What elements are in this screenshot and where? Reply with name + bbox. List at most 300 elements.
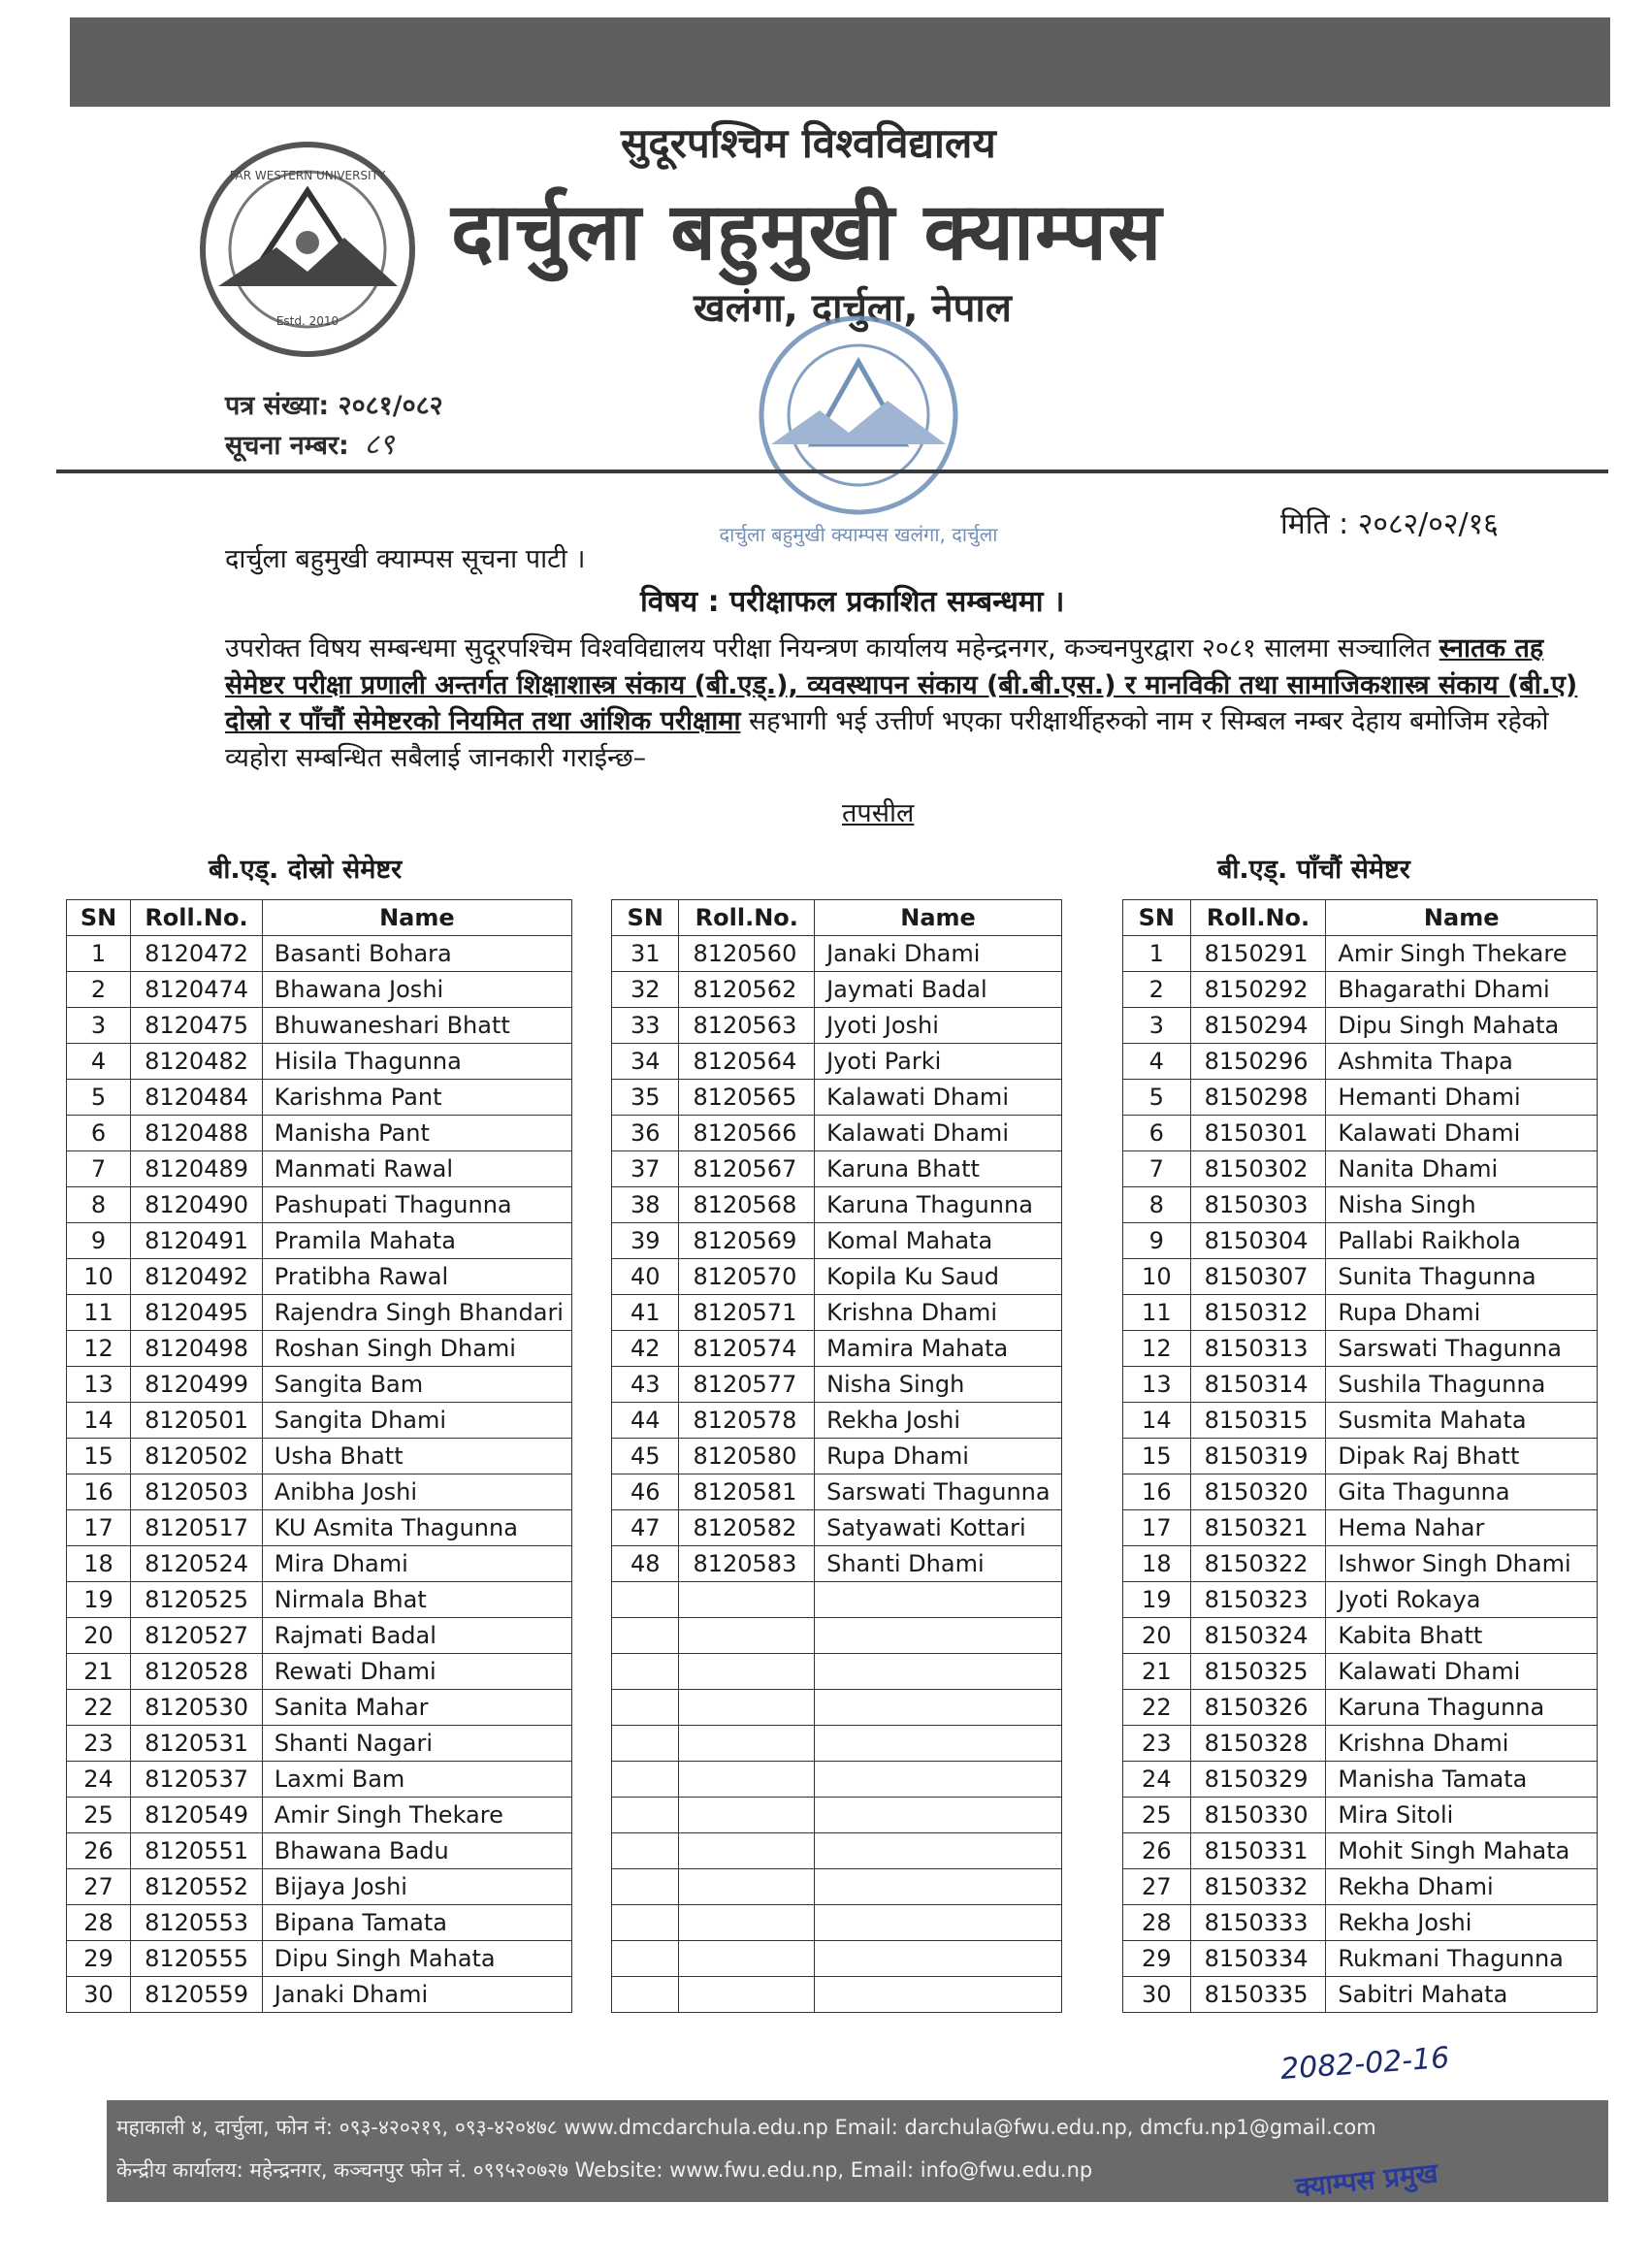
table-row bbox=[67, 1654, 572, 1690]
cell-roll-no bbox=[679, 1905, 815, 1941]
cell-sn bbox=[612, 1582, 679, 1618]
cell-sn: 5 bbox=[67, 1080, 131, 1116]
cell-name: Krishna Dhami bbox=[1326, 1726, 1598, 1762]
logo-text: FAR WESTERN UNIVERSITY bbox=[229, 169, 386, 182]
cell-name: Bhagarathi Dhami bbox=[1326, 972, 1598, 1008]
table-row bbox=[612, 1869, 1062, 1905]
cell-name: Krishna Dhami bbox=[815, 1295, 1062, 1331]
cell-name: Kalawati Dhami bbox=[815, 1116, 1062, 1151]
cell-roll-no: 8120559 bbox=[131, 1977, 263, 2013]
table-row bbox=[1123, 1439, 1598, 1474]
notice-date: मिति : २०८२/०२/१६ bbox=[1280, 507, 1499, 541]
university-logo bbox=[199, 141, 417, 359]
table-row bbox=[67, 1439, 572, 1474]
cell-sn bbox=[612, 1726, 679, 1762]
body-part-1: उपरोक्त विषय सम्बन्धमा सुदूरपश्चिम विश्वविद्यालय परीक्षा नियन्त्रण कार्यालय महेन्द्रनगर, कञ्चनपुरद्वारा २०८१ सालमा सञ्चालित bbox=[225, 633, 1439, 664]
table-row bbox=[612, 1439, 1062, 1474]
cell-name: Ashmita Thapa bbox=[1326, 1044, 1598, 1080]
table-row bbox=[612, 1223, 1062, 1259]
table-row bbox=[612, 1008, 1062, 1044]
cell-name: Ishwor Singh Dhami bbox=[1326, 1546, 1598, 1582]
header-name: Name bbox=[1326, 900, 1598, 936]
cell-roll-no: 8120489 bbox=[131, 1151, 263, 1187]
cell-name: Amir Singh Thekare bbox=[262, 1798, 571, 1833]
cell-name bbox=[815, 1905, 1062, 1941]
cell-roll-no: 8120569 bbox=[679, 1223, 815, 1259]
cell-roll-no: 8120484 bbox=[131, 1080, 263, 1116]
cell-roll-no: 8120531 bbox=[131, 1726, 263, 1762]
table-row bbox=[1123, 1798, 1598, 1833]
table-row bbox=[67, 1546, 572, 1582]
cell-roll-no: 8150324 bbox=[1190, 1618, 1326, 1654]
cell-sn: 11 bbox=[1123, 1295, 1191, 1331]
table-row bbox=[612, 1726, 1062, 1762]
cell-roll-no: 8120502 bbox=[131, 1439, 263, 1474]
cell-roll-no: 8120475 bbox=[131, 1008, 263, 1044]
table-row bbox=[67, 1151, 572, 1187]
cell-name: Satyawati Kottari bbox=[815, 1510, 1062, 1546]
table-row bbox=[67, 1977, 572, 2013]
table-row bbox=[67, 1941, 572, 1977]
results-table-sem2-a bbox=[66, 899, 572, 2013]
cell-name: Manisha Pant bbox=[262, 1116, 571, 1151]
table-row bbox=[1123, 1223, 1598, 1259]
cell-name: Sarswati Thagunna bbox=[815, 1474, 1062, 1510]
table-row bbox=[67, 1367, 572, 1403]
table-row bbox=[612, 1403, 1062, 1439]
table-row bbox=[1123, 1116, 1598, 1151]
cell-sn: 21 bbox=[67, 1654, 131, 1690]
cell-name: Kopila Ku Saud bbox=[815, 1259, 1062, 1295]
table-row bbox=[612, 1798, 1062, 1833]
cell-name: Sushila Thagunna bbox=[1326, 1367, 1598, 1403]
cell-name bbox=[815, 1582, 1062, 1618]
cell-roll-no: 8120503 bbox=[131, 1474, 263, 1510]
cell-sn: 24 bbox=[1123, 1762, 1191, 1798]
table-row bbox=[67, 1295, 572, 1331]
cell-name: Sunita Thagunna bbox=[1326, 1259, 1598, 1295]
cell-roll-no: 8120574 bbox=[679, 1331, 815, 1367]
cell-sn: 45 bbox=[612, 1439, 679, 1474]
table-row bbox=[1123, 1331, 1598, 1367]
cell-sn bbox=[612, 1869, 679, 1905]
cell-roll-no: 8120577 bbox=[679, 1367, 815, 1403]
patra-sankhya bbox=[225, 386, 443, 422]
cell-name: Rupa Dhami bbox=[1326, 1295, 1598, 1331]
cell-name: Sabitri Mahata bbox=[1326, 1977, 1598, 2013]
cell-sn: 31 bbox=[612, 936, 679, 972]
cell-name: Bipana Tamata bbox=[262, 1905, 571, 1941]
cell-sn: 12 bbox=[1123, 1331, 1191, 1367]
cell-roll-no: 8120537 bbox=[131, 1762, 263, 1798]
cell-name: Rekha Joshi bbox=[815, 1403, 1062, 1439]
results-table-sem2-b bbox=[611, 899, 1062, 2013]
cell-name: Hemanti Dhami bbox=[1326, 1080, 1598, 1116]
cell-roll-no: 8150319 bbox=[1190, 1439, 1326, 1474]
cell-name bbox=[815, 1726, 1062, 1762]
table-row bbox=[67, 1080, 572, 1116]
header-sn: SN bbox=[67, 900, 131, 936]
table-row bbox=[67, 1187, 572, 1223]
table-row bbox=[1123, 972, 1598, 1008]
cell-sn: 42 bbox=[612, 1331, 679, 1367]
table-row bbox=[67, 1726, 572, 1762]
cell-roll-no: 8120567 bbox=[679, 1151, 815, 1187]
table-row bbox=[1123, 936, 1598, 972]
cell-roll-no: 8120578 bbox=[679, 1403, 815, 1439]
cell-roll-no: 8150301 bbox=[1190, 1116, 1326, 1151]
cell-name: Rajendra Singh Bhandari bbox=[262, 1295, 571, 1331]
table-row bbox=[67, 1223, 572, 1259]
cell-sn: 9 bbox=[67, 1223, 131, 1259]
notice-board-line: दार्चुला बहुमुखी क्याम्पस सूचना पाटी । bbox=[225, 544, 586, 574]
cell-roll-no: 8120528 bbox=[131, 1654, 263, 1690]
cell-roll-no: 8120495 bbox=[131, 1295, 263, 1331]
cell-roll-no: 8120571 bbox=[679, 1295, 815, 1331]
cell-sn: 40 bbox=[612, 1259, 679, 1295]
cell-sn bbox=[612, 1977, 679, 2013]
cell-sn: 4 bbox=[67, 1044, 131, 1080]
cell-roll-no: 8150333 bbox=[1190, 1905, 1326, 1941]
cell-roll-no: 8150315 bbox=[1190, 1403, 1326, 1439]
cell-roll-no bbox=[679, 1798, 815, 1833]
cell-roll-no bbox=[679, 1762, 815, 1798]
cell-name bbox=[815, 1798, 1062, 1833]
header-divider bbox=[56, 470, 1608, 473]
cell-name: Sarswati Thagunna bbox=[1326, 1331, 1598, 1367]
table-row bbox=[1123, 1977, 1598, 2013]
cell-roll-no: 8150292 bbox=[1190, 972, 1326, 1008]
cell-roll-no: 8150330 bbox=[1190, 1798, 1326, 1833]
cell-sn: 29 bbox=[1123, 1941, 1191, 1977]
cell-name: KU Asmita Thagunna bbox=[262, 1510, 571, 1546]
cell-roll-no: 8150312 bbox=[1190, 1295, 1326, 1331]
table-row bbox=[612, 1582, 1062, 1618]
cell-roll-no: 8120474 bbox=[131, 972, 263, 1008]
header-sn: SN bbox=[612, 900, 679, 936]
table-row bbox=[612, 1690, 1062, 1726]
cell-name: Bijaya Joshi bbox=[262, 1869, 571, 1905]
cell-sn: 11 bbox=[67, 1295, 131, 1331]
table-row bbox=[1123, 1367, 1598, 1403]
cell-roll-no: 8120553 bbox=[131, 1905, 263, 1941]
cell-sn: 15 bbox=[67, 1439, 131, 1474]
suchana-number bbox=[225, 423, 394, 463]
cell-sn bbox=[612, 1905, 679, 1941]
cell-roll-no: 8120565 bbox=[679, 1080, 815, 1116]
table-row bbox=[1123, 1654, 1598, 1690]
table-row bbox=[67, 1690, 572, 1726]
cell-name: Shanti Dhami bbox=[815, 1546, 1062, 1582]
table-row bbox=[612, 1941, 1062, 1977]
cell-sn: 7 bbox=[67, 1151, 131, 1187]
stamp-text: दार्चुला बहुमुखी क्याम्पस खलंगा, दार्चुला bbox=[719, 523, 998, 546]
patra-value: २०८१/०८२ bbox=[338, 391, 443, 421]
table-row bbox=[67, 1905, 572, 1941]
cell-sn bbox=[612, 1798, 679, 1833]
cell-roll-no: 8120581 bbox=[679, 1474, 815, 1510]
cell-sn bbox=[612, 1941, 679, 1977]
cell-sn: 22 bbox=[67, 1690, 131, 1726]
table-row bbox=[67, 1331, 572, 1367]
cell-sn bbox=[612, 1690, 679, 1726]
cell-roll-no: 8150321 bbox=[1190, 1510, 1326, 1546]
cell-sn: 48 bbox=[612, 1546, 679, 1582]
cell-name: Dipu Singh Mahata bbox=[1326, 1008, 1598, 1044]
cell-name bbox=[815, 1690, 1062, 1726]
table-row bbox=[612, 1331, 1062, 1367]
table-row bbox=[1123, 1726, 1598, 1762]
cell-name: Rupa Dhami bbox=[815, 1439, 1062, 1474]
table-row bbox=[67, 1403, 572, 1439]
cell-roll-no bbox=[679, 1941, 815, 1977]
cell-roll-no: 8120555 bbox=[131, 1941, 263, 1977]
cell-sn: 12 bbox=[67, 1331, 131, 1367]
table-row bbox=[67, 1618, 572, 1654]
cell-name: Janaki Dhami bbox=[262, 1977, 571, 2013]
cell-name: Rajmati Badal bbox=[262, 1618, 571, 1654]
table-row bbox=[67, 936, 572, 972]
body-part-2: सहभागी भई उत्तीर्ण भएका परीक्षार्थीहरुको नाम र सिम्बल नम्बर देहाय बमोजिम रहेको व्यहोरा सम्बन्धित सबैलाई जानकारी गराईन्छ– bbox=[225, 706, 1549, 773]
cell-sn: 34 bbox=[612, 1044, 679, 1080]
tapsil-heading: तपसील bbox=[842, 798, 915, 828]
body-part-bold: स्नातक तह सेमेष्टर परीक्षा प्रणाली अन्तर्गत शिक्षाशास्त्र संकाय (बी.एड्.), व्यवस्थापन संकाय (बी.बी.एस.) र मानविकी तथा सामाजिकशास्त्र संकाय (बी.ए) दोस्रो र पाँचौं सेमेष्टरको नियमित तथा आंशिक परीक्षामा bbox=[225, 633, 1578, 736]
cell-roll-no: 8120562 bbox=[679, 972, 815, 1008]
cell-roll-no: 8120501 bbox=[131, 1403, 263, 1439]
cell-sn: 13 bbox=[1123, 1367, 1191, 1403]
table-row bbox=[612, 1044, 1062, 1080]
cell-name: Amir Singh Thekare bbox=[1326, 936, 1598, 972]
cell-sn: 37 bbox=[612, 1151, 679, 1187]
cell-roll-no: 8150322 bbox=[1190, 1546, 1326, 1582]
logo-estd: Estd. 2010 bbox=[275, 314, 340, 328]
table-row bbox=[1123, 1474, 1598, 1510]
cell-name: Roshan Singh Dhami bbox=[262, 1331, 571, 1367]
cell-roll-no: 8150304 bbox=[1190, 1223, 1326, 1259]
table-row bbox=[612, 1187, 1062, 1223]
cell-roll-no: 8150291 bbox=[1190, 936, 1326, 972]
cell-sn: 28 bbox=[67, 1905, 131, 1941]
cell-roll-no: 8120568 bbox=[679, 1187, 815, 1223]
cell-name: Rekha Dhami bbox=[1326, 1869, 1598, 1905]
cell-sn: 38 bbox=[612, 1187, 679, 1223]
table-row bbox=[67, 1798, 572, 1833]
cell-name: Rekha Joshi bbox=[1326, 1905, 1598, 1941]
cell-sn: 9 bbox=[1123, 1223, 1191, 1259]
cell-sn: 21 bbox=[1123, 1654, 1191, 1690]
cell-sn: 13 bbox=[67, 1367, 131, 1403]
campus-address: खलंगा, दार्चुला, नेपाल bbox=[694, 286, 1012, 331]
cell-roll-no bbox=[679, 1869, 815, 1905]
cell-roll-no: 8150302 bbox=[1190, 1151, 1326, 1187]
cell-roll-no: 8120499 bbox=[131, 1367, 263, 1403]
cell-name: Jyoti Joshi bbox=[815, 1008, 1062, 1044]
table-row bbox=[67, 1008, 572, 1044]
cell-sn bbox=[612, 1762, 679, 1798]
cell-name: Hema Nahar bbox=[1326, 1510, 1598, 1546]
table-row bbox=[612, 1474, 1062, 1510]
table-row bbox=[67, 1259, 572, 1295]
cell-name: Sanita Mahar bbox=[262, 1690, 571, 1726]
cell-sn: 28 bbox=[1123, 1905, 1191, 1941]
suchana-label: सूचना नम्बर: bbox=[225, 431, 349, 461]
table-row bbox=[1123, 1762, 1598, 1798]
header-name: Name bbox=[262, 900, 571, 936]
cell-sn: 5 bbox=[1123, 1080, 1191, 1116]
cell-roll-no: 8150329 bbox=[1190, 1762, 1326, 1798]
cell-sn: 18 bbox=[1123, 1546, 1191, 1582]
table-row bbox=[1123, 1546, 1598, 1582]
cell-name: Mira Dhami bbox=[262, 1546, 571, 1582]
cell-name: Dipak Raj Bhatt bbox=[1326, 1439, 1598, 1474]
table-row bbox=[67, 1582, 572, 1618]
cell-sn: 6 bbox=[1123, 1116, 1191, 1151]
cell-sn: 3 bbox=[1123, 1008, 1191, 1044]
header-roll: Roll.No. bbox=[1190, 900, 1326, 936]
campus-chief-stamp: क्याम्पस प्रमुख bbox=[1293, 2156, 1439, 2204]
cell-name: Usha Bhatt bbox=[262, 1439, 571, 1474]
table-row bbox=[612, 1833, 1062, 1869]
cell-roll-no: 8120582 bbox=[679, 1510, 815, 1546]
cell-roll-no bbox=[679, 1654, 815, 1690]
cell-roll-no: 8120517 bbox=[131, 1510, 263, 1546]
cell-sn: 44 bbox=[612, 1403, 679, 1439]
cell-name: Dipu Singh Mahata bbox=[262, 1941, 571, 1977]
cell-sn: 46 bbox=[612, 1474, 679, 1510]
cell-sn: 26 bbox=[1123, 1833, 1191, 1869]
cell-name bbox=[815, 1654, 1062, 1690]
top-banner-bar bbox=[70, 17, 1610, 107]
cell-name: Kalawati Dhami bbox=[815, 1080, 1062, 1116]
cell-sn: 25 bbox=[1123, 1798, 1191, 1833]
cell-sn bbox=[612, 1618, 679, 1654]
cell-sn: 29 bbox=[67, 1941, 131, 1977]
cell-name: Anibha Joshi bbox=[262, 1474, 571, 1510]
campus-name: दार्चुला बहुमुखी क्याम्पस bbox=[451, 186, 1163, 278]
cell-sn: 17 bbox=[67, 1510, 131, 1546]
cell-sn: 2 bbox=[1123, 972, 1191, 1008]
cell-roll-no: 8150314 bbox=[1190, 1367, 1326, 1403]
cell-name: Pallabi Raikhola bbox=[1326, 1223, 1598, 1259]
table-row bbox=[1123, 1905, 1598, 1941]
header-sn: SN bbox=[1123, 900, 1191, 936]
table-row bbox=[67, 1762, 572, 1798]
cell-roll-no bbox=[679, 1833, 815, 1869]
table-row bbox=[1123, 1403, 1598, 1439]
header-roll: Roll.No. bbox=[679, 900, 815, 936]
cell-name bbox=[815, 1833, 1062, 1869]
sem5-title: बी.एड्. पाँचौं सेमेष्टर bbox=[1217, 855, 1410, 885]
cell-name: Basanti Bohara bbox=[262, 936, 571, 972]
cell-roll-no: 8150328 bbox=[1190, 1726, 1326, 1762]
notice-subject: विषय : परीक्षाफल प्रकाशित सम्बन्धमा । bbox=[640, 585, 1065, 619]
cell-sn: 19 bbox=[67, 1582, 131, 1618]
table-row bbox=[612, 1259, 1062, 1295]
cell-sn: 8 bbox=[1123, 1187, 1191, 1223]
cell-name: Pratibha Rawal bbox=[262, 1259, 571, 1295]
cell-roll-no: 8120472 bbox=[131, 936, 263, 972]
cell-name: Bhuwaneshari Bhatt bbox=[262, 1008, 571, 1044]
cell-roll-no: 8120551 bbox=[131, 1833, 263, 1869]
cell-sn: 3 bbox=[67, 1008, 131, 1044]
cell-roll-no: 8120527 bbox=[131, 1618, 263, 1654]
table-row bbox=[1123, 1259, 1598, 1295]
cell-name: Hisila Thagunna bbox=[262, 1044, 571, 1080]
cell-name: Gita Thagunna bbox=[1326, 1474, 1598, 1510]
table-row bbox=[1123, 1187, 1598, 1223]
cell-name: Laxmi Bam bbox=[262, 1762, 571, 1798]
cell-roll-no: 8120498 bbox=[131, 1331, 263, 1367]
cell-roll-no: 8150307 bbox=[1190, 1259, 1326, 1295]
footer-line-1: महाकाली ४, दार्चुला, फोन नं: ०९३-४२०२१९, ०९३-४२०४७८ www.dmcdarchula.edu.np Email: darchula@fwu.edu.np, dmcfu.np1@gmail.com bbox=[116, 2116, 1376, 2139]
cell-roll-no: 8150303 bbox=[1190, 1187, 1326, 1223]
header-name: Name bbox=[815, 900, 1062, 936]
cell-roll-no: 8150294 bbox=[1190, 1008, 1326, 1044]
cell-roll-no: 8150296 bbox=[1190, 1044, 1326, 1080]
cell-sn bbox=[612, 1654, 679, 1690]
campus-stamp bbox=[719, 308, 998, 561]
cell-name: Kalawati Dhami bbox=[1326, 1654, 1598, 1690]
table-row bbox=[1123, 1151, 1598, 1187]
cell-name: Sangita Dhami bbox=[262, 1403, 571, 1439]
cell-name: Sangita Bam bbox=[262, 1367, 571, 1403]
cell-sn: 6 bbox=[67, 1116, 131, 1151]
table-row bbox=[612, 1080, 1062, 1116]
cell-roll-no: 8120492 bbox=[131, 1259, 263, 1295]
table-row bbox=[1123, 1833, 1598, 1869]
cell-name: Rukmani Thagunna bbox=[1326, 1941, 1598, 1977]
cell-sn: 20 bbox=[67, 1618, 131, 1654]
cell-name: Manmati Rawal bbox=[262, 1151, 571, 1187]
cell-sn: 27 bbox=[67, 1869, 131, 1905]
cell-name: Nanita Dhami bbox=[1326, 1151, 1598, 1187]
cell-sn: 14 bbox=[67, 1403, 131, 1439]
cell-name: Kalawati Dhami bbox=[1326, 1116, 1598, 1151]
cell-roll-no: 8150326 bbox=[1190, 1690, 1326, 1726]
signature-date: 2082-02-16 bbox=[1278, 2040, 1451, 2088]
cell-name bbox=[815, 1869, 1062, 1905]
table-row bbox=[1123, 1582, 1598, 1618]
table-row bbox=[612, 936, 1062, 972]
cell-name: Karuna Thagunna bbox=[1326, 1690, 1598, 1726]
cell-name: Janaki Dhami bbox=[815, 936, 1062, 972]
cell-sn: 32 bbox=[612, 972, 679, 1008]
sem2-title: बी.एड्. दोस्रो सेमेष्टर bbox=[209, 855, 403, 885]
cell-sn: 20 bbox=[1123, 1618, 1191, 1654]
table-row bbox=[612, 1618, 1062, 1654]
results-table-sem5 bbox=[1122, 899, 1598, 2013]
table-row bbox=[612, 1654, 1062, 1690]
table-row bbox=[1123, 1618, 1598, 1654]
table-row bbox=[612, 1905, 1062, 1941]
cell-roll-no bbox=[679, 1726, 815, 1762]
cell-name: Bhawana Joshi bbox=[262, 972, 571, 1008]
cell-roll-no: 8120549 bbox=[131, 1798, 263, 1833]
table-row bbox=[1123, 1690, 1598, 1726]
cell-roll-no bbox=[679, 1977, 815, 2013]
table-row bbox=[67, 1869, 572, 1905]
cell-name: Pramila Mahata bbox=[262, 1223, 571, 1259]
table-row bbox=[67, 1044, 572, 1080]
cell-roll-no: 8150325 bbox=[1190, 1654, 1326, 1690]
cell-sn: 10 bbox=[67, 1259, 131, 1295]
table-row bbox=[612, 1295, 1062, 1331]
cell-sn: 22 bbox=[1123, 1690, 1191, 1726]
cell-sn: 35 bbox=[612, 1080, 679, 1116]
table-row bbox=[1123, 1080, 1598, 1116]
cell-sn: 2 bbox=[67, 972, 131, 1008]
table-row bbox=[612, 1510, 1062, 1546]
